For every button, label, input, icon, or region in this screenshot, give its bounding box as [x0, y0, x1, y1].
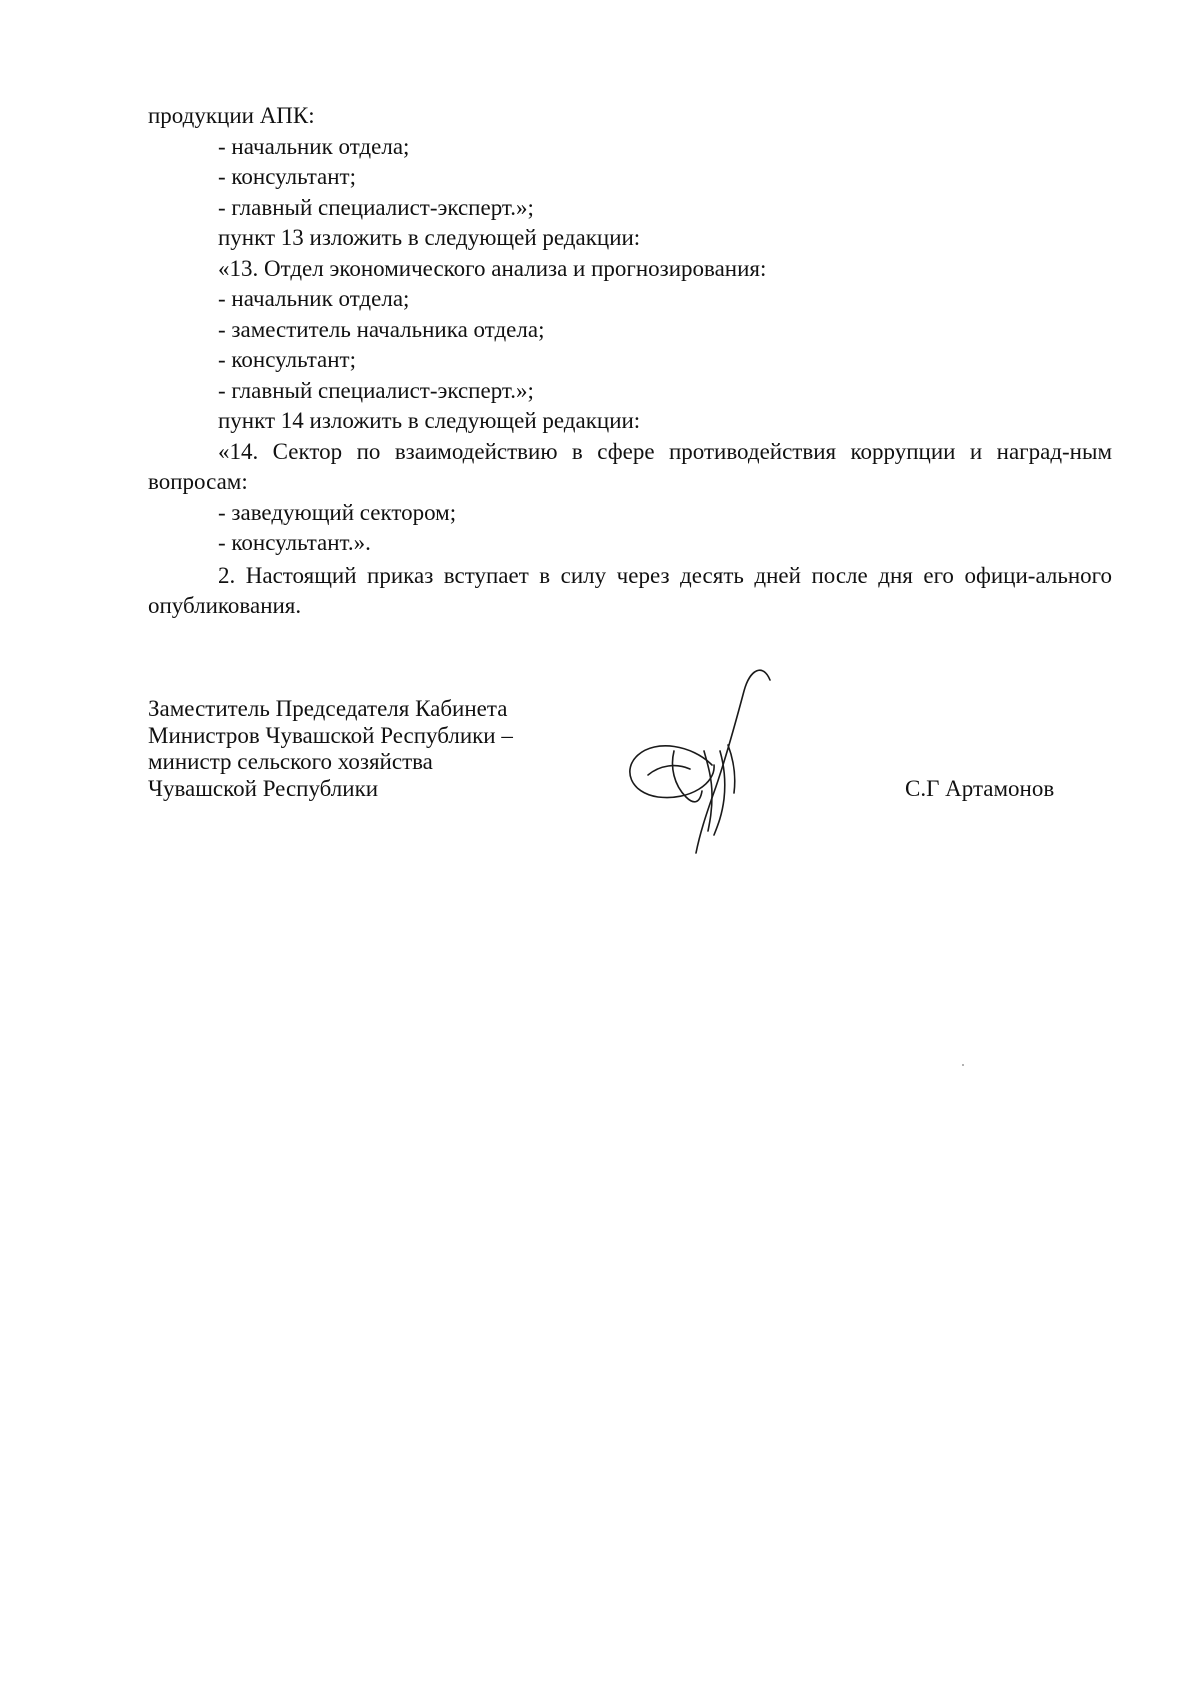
signer-position-line: Заместитель Председателя Кабинета [148, 696, 508, 721]
continuation-line: продукции АПК: [148, 103, 315, 128]
instruction-line: пункт 14 изложить в следующей редакции: [218, 408, 641, 433]
instruction-line: пункт 13 изложить в следующей редакции: [218, 225, 641, 250]
list-item: - заведующий сектором; [218, 499, 457, 525]
list-item: - начальник отдела; [218, 286, 410, 311]
signer-position-line: Министров Чувашской Республики – [148, 722, 513, 748]
list-item: - консультант.». [218, 530, 371, 555]
handwritten-signature [600, 655, 790, 860]
signer-position [148, 696, 568, 802]
list-item: - консультант; [218, 164, 356, 189]
list-item: - начальник отдела; [218, 133, 410, 159]
list-item: - заместитель начальника отдела; [218, 316, 545, 342]
signer-position-line: Чувашской Республики [148, 775, 379, 801]
item-13-heading: «13. Отдел экономического анализа и прогнозирования: [218, 255, 767, 281]
list-item: - консультант; [218, 347, 356, 372]
signer-position-line: министр сельского хозяйства [148, 749, 433, 774]
paragraph-2: 2. Настоящий приказ вступает в силу через десять дней после дня его офици-ального опубликования. [148, 562, 1112, 618]
item-14-heading: «14. Сектор по взаимодействию в сфере противодействия коррупции и наград-ным вопросам: [148, 438, 1112, 494]
list-item: - главный специалист-эксперт.»; [218, 377, 534, 403]
list-item: - главный специалист-эксперт.»; [218, 194, 534, 220]
scan-speck [962, 1064, 964, 1066]
document-body [148, 101, 1112, 622]
signer-name: С.Г Артамонов [905, 776, 1055, 801]
